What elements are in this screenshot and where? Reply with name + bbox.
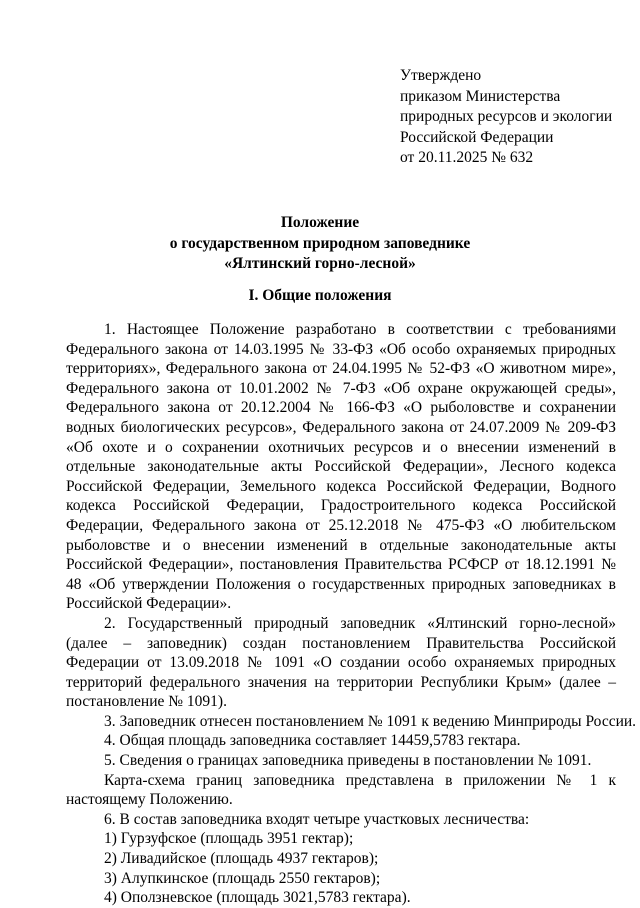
section-heading: I. Общие положения [248, 287, 392, 304]
title-line: о государственном природном заповеднике [169, 234, 471, 252]
paragraph-4: 4. Общая площадь заповедника составляет 14459,5783 гектара. [104, 732, 521, 750]
paragraph-6: 6. В состав заповедника входят четыре участковых лесничества: [104, 810, 530, 828]
list-item: 3) Алупкинское (площадь 2550 гектаров); [104, 869, 381, 887]
paragraph-5-map: Карта-схема границ заповедника представлена в приложении № 1 к настоящему Положению. [66, 771, 616, 809]
approval-line: от 20.11.2025 № 632 [400, 149, 534, 166]
paragraph-5: 5. Сведения о границах заповедника приведены в постановлении № 1091. [104, 752, 592, 770]
paragraph-2: 2. Государственный природный заповедник «Ялтинский горно-лесной» (далее – заповедник) создан постановлением Правительства Российской Федерации от 13.09.2018 № 1091 «О создании особо охраняемых природных территорий федерального значения на территории Республики Крым» (далее – постановление № 1091). [66, 614, 616, 711]
approval-line: Российской Федерации [400, 128, 554, 146]
document-body [66, 320, 637, 908]
title-line: «Ялтинский горно-лесной» [224, 255, 416, 272]
title-line: Положение [280, 214, 360, 231]
paragraph-1: 1. Настоящее Положение разработано в соответствии с требованиями Федерального закона от 14.03.1995 № 33-ФЗ «Об особо охраняемых природных территориях», Федерального закона от 24.04.1995 № 52-ФЗ «О животном мире», Федерального закона от 10.01.2002 № 7-ФЗ «Об охране окружающей среды», Федерального закона от 20.12.2004 № 166-ФЗ «О рыболовстве и сохранении водных биологических ресурсов», Федерального закона от 24.07.2009 № 209-ФЗ «Об охоте и о сохранении охотничьих ресурсов и о внесении изменений в отдельные законодательные акты Российской Федерации», Лесного кодекса Российской Федерации, Земельного кодекса Российской Федерации, Водного кодекса Российской Федерации, Градостроительного кодекса Российской Федерации, Федерального закона от 25.12.2018 № 475-ФЗ «О любительском рыболовстве и о внесении изменений в отдельные законодательные акты Российской Федерации», постановления Правительства РСФСР от 18.12.1991 № 48 «Об утверждении Положения о государственных природных заповедниках в Российской Федерации». [66, 321, 616, 613]
approval-line: природных ресурсов и экологии [400, 108, 613, 125]
list-item: 2) Ливадийское (площадь 4937 гектаров); [104, 850, 379, 868]
approval-line: Утверждено [400, 67, 482, 84]
list-item: 4) Оползневское (площадь 3021,5783 гектара). [104, 889, 411, 907]
document-title [0, 213, 640, 275]
list-item: 1) Гурзуфское (площадь 3951 гектар); [104, 830, 354, 848]
approval-block [400, 66, 612, 169]
approval-line: приказом Министерства [400, 87, 561, 105]
paragraph-3: 3. Заповедник отнесен постановлением № 1091 к ведению Минприроды России. [104, 712, 637, 730]
